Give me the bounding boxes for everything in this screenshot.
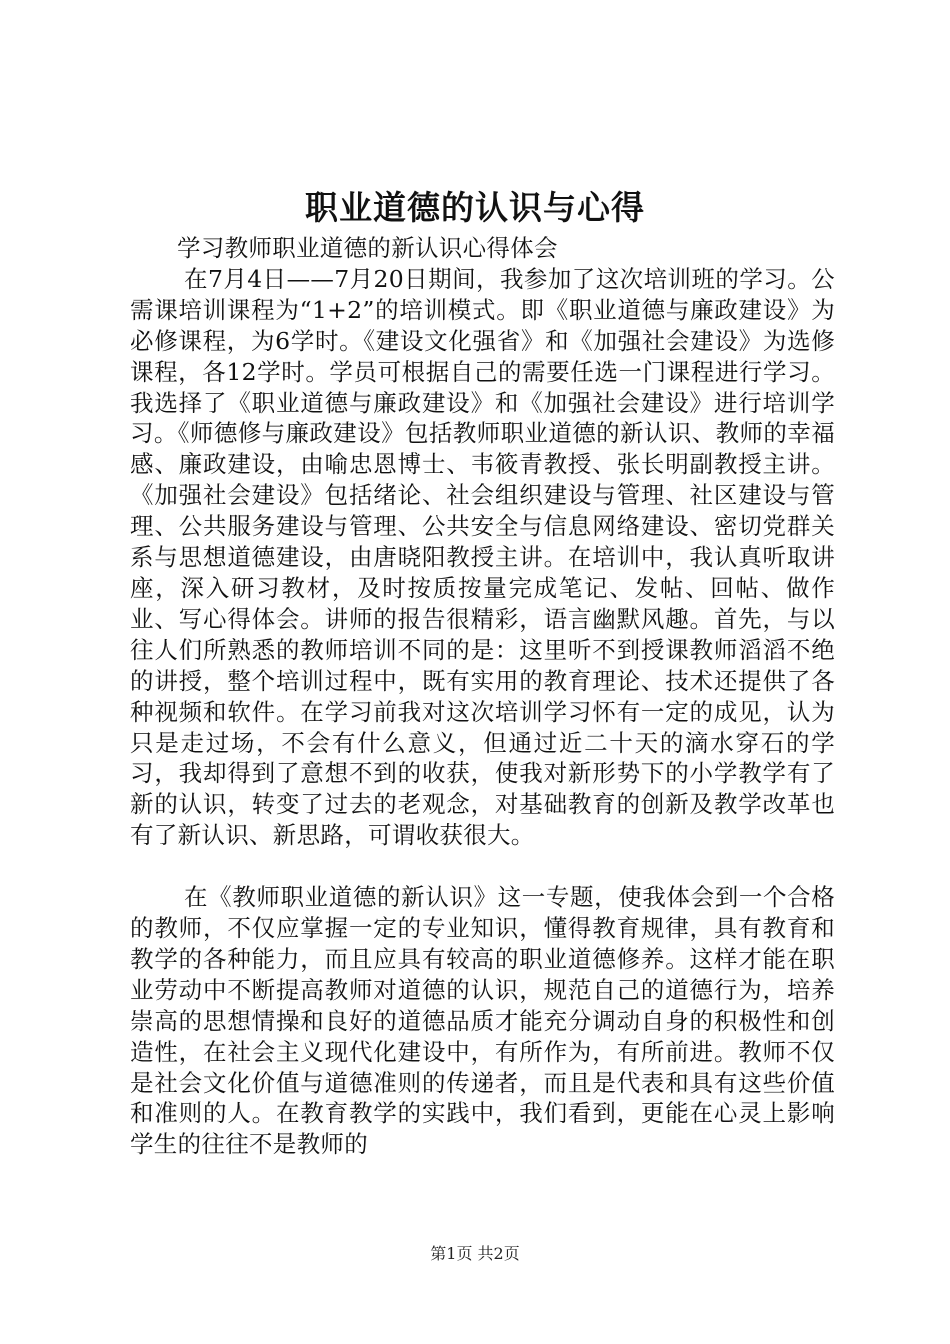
document-subtitle: 学习教师职业道德的新认识心得体会: [177, 234, 558, 262]
paragraph-spacer: [130, 851, 835, 882]
body-paragraph-1: 在7月4日——7月20日期间，我参加了这次培训班的学习。公需课培训课程为“1+2”的培训模式。即《职业道德与廉政建设》为必修课程，为6学时。《建设文化强省》和《加强社会建设》为选修课程，各12学时。学员可根据自己的需要任选一门课程进行学习。我选择了《职业道德与廉政建设》和《加强社会建设》进行培训学习。《师德修与廉政建设》包括教师职业道德的新认识、教师的幸福感、廉政建设，由喻忠恩博士、韦筱青教授、张长明副教授主讲。《加强社会建设》包括绪论、社会组织建设与管理、社区建设与管理、公共服务建设与管理、公共安全与信息网络建设、密切党群关系与思想道德建设，由唐晓阳教授主讲。在培训中，我认真听取讲座，深入研习教材，及时按质按量完成笔记、发帖、回帖、做作业、写心得体会。讲师的报告很精彩，语言幽默风趣。首先，与以往人们所熟悉的教师培训不同的是：这里听不到授课教师滔滔不绝的讲授，整个培训过程中，既有实用的教育理论、技术还提供了各种视频和软件。在学习前我对这次培训学习怀有一定的成见，认为只是走过场，不会有什么意义，但通过近二十天的滴水穿石的学习，我却得到了意想不到的收获，使我对新形势下的小学教学有了新的认识，转变了过去的老观念，对基础教育的创新及教学改革也有了新认识、新思路，可谓收获很大。: [130, 264, 835, 850]
document-title: 职业道德的认识与心得: [305, 188, 645, 227]
document-body: [130, 233, 835, 1160]
body-paragraph-2: 在《教师职业道德的新认识》这一专题，使我体会到一个合格的教师，不仅应掌握一定的专业知识，懂得教育规律，具有教育和教学的各种能力，而且应具有较高的职业道德修养。这样才能在职业劳动中不断提高教师对道德的认识，规范自己的道德行为，培养崇高的思想情操和良好的道德品质才能充分调动自身的积极性和创造性，在社会主义现代化建设中，有所作为，有所前进。教师不仅是社会文化价值与道德准则的传递者，而且是代表和具有这些价值和准则的人。在教育教学的实践中，我们看到，更能在心灵上影响学生的往往不是教师的: [130, 883, 835, 1159]
page-number-footer: 第1页 共2页: [430, 1244, 520, 1263]
